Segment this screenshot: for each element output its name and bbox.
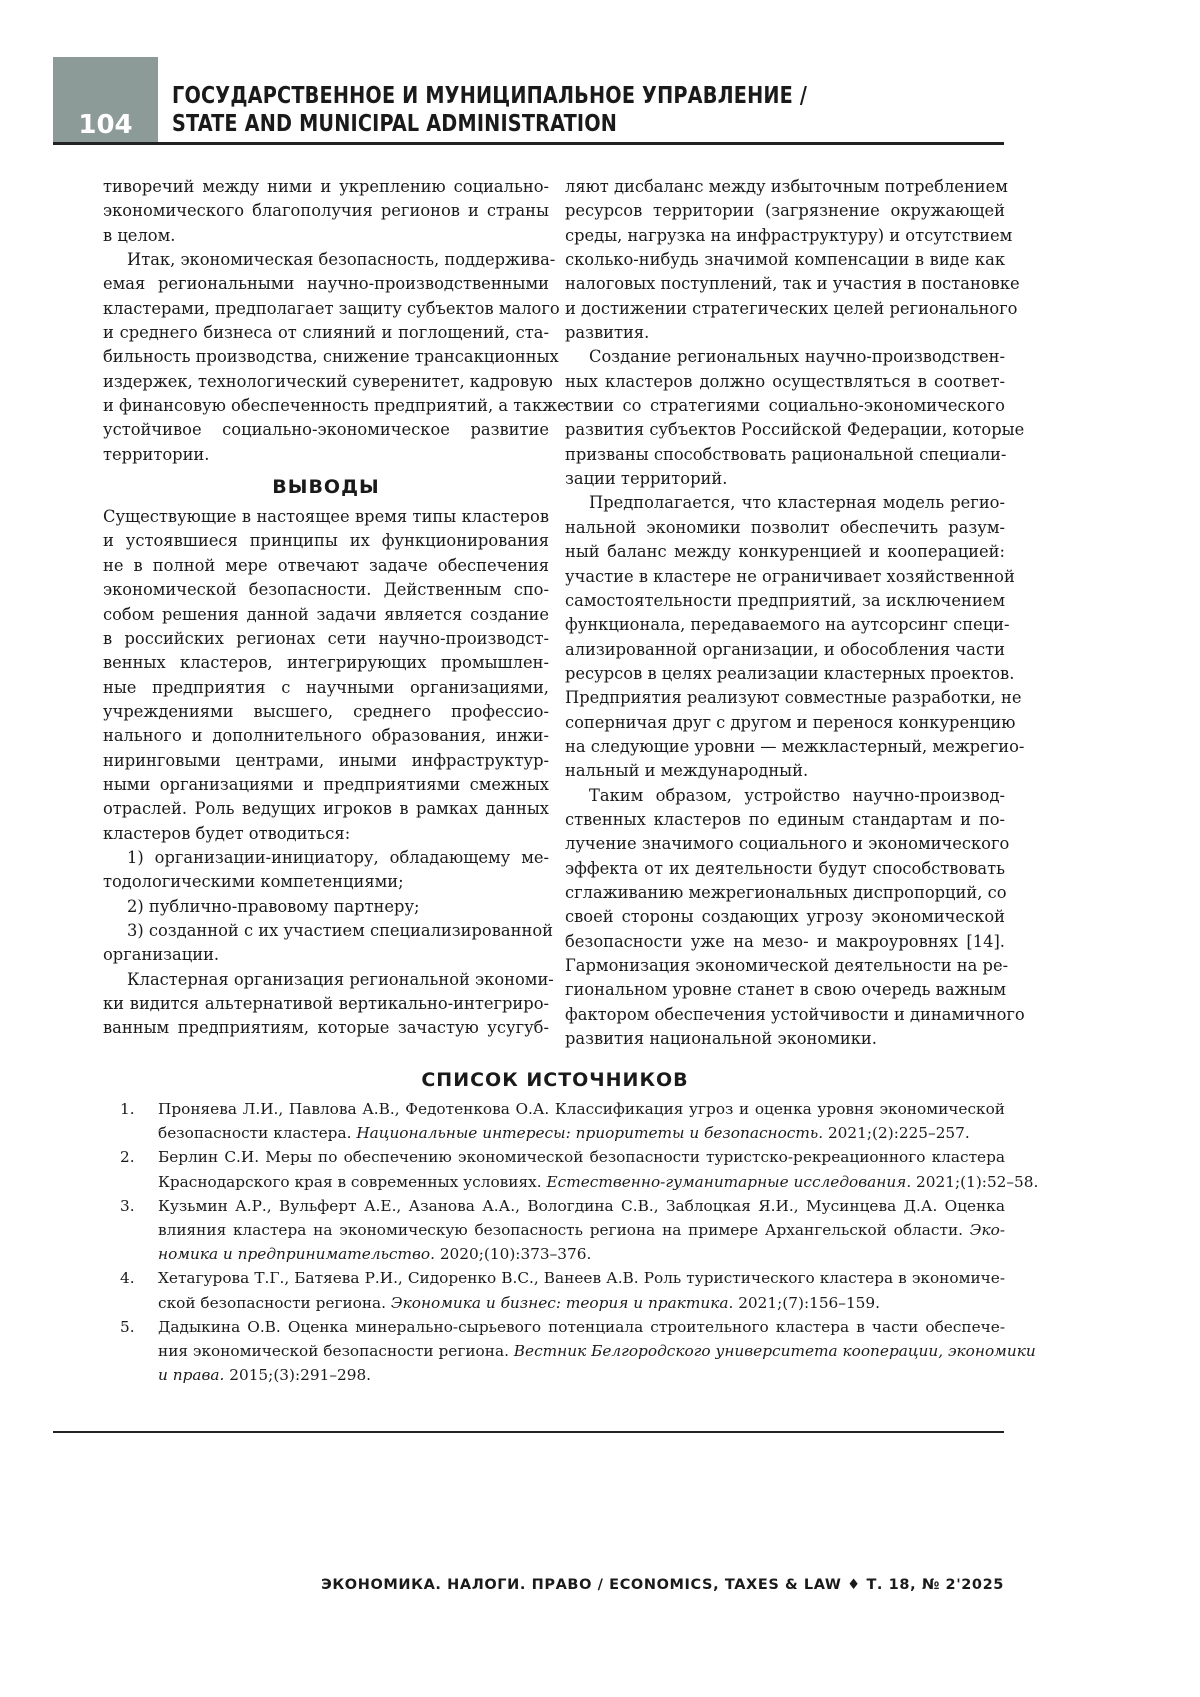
reference-line bbox=[158, 1315, 1005, 1339]
reference-text: ской безопасности региона. bbox=[158, 1294, 391, 1312]
text-line: территории. bbox=[103, 443, 549, 467]
reference-text: влияния кластера на экономическую безопасность региона на примере Архангельской области. bbox=[158, 1221, 970, 1239]
text-line: налоговых поступлений, так и участия в постановке bbox=[565, 272, 1005, 296]
text-line: фактором обеспечения устойчивости и динамичного bbox=[565, 1003, 1005, 1027]
references-list bbox=[120, 1097, 1005, 1387]
reference-item bbox=[120, 1315, 1005, 1388]
text-line: Кластерная организация региональной экономи- bbox=[103, 968, 549, 992]
text-line: лучение значимого социального и экономического bbox=[565, 832, 1005, 856]
text-line: ствии со стратегиями социально-экономического bbox=[565, 394, 1005, 418]
text-line: призваны способствовать рациональной специали- bbox=[565, 443, 1005, 467]
reference-line bbox=[158, 1170, 1005, 1194]
reference-text: Краснодарского края в современных условиях. bbox=[158, 1173, 546, 1191]
text-line: безопасности уже на мезо- и макроуровнях [14]. bbox=[565, 930, 1005, 954]
text-line: бильность производства, снижение трансакционных bbox=[103, 345, 549, 369]
text-line: функционала, передаваемого на аутсорсинг специ- bbox=[565, 613, 1005, 637]
text-line: венных кластеров, интегрирующих промышлен- bbox=[103, 651, 549, 675]
reference-text: 2020;(10):373–376. bbox=[435, 1245, 591, 1263]
text-line: ализированной организации, и обособления части bbox=[565, 638, 1005, 662]
text-line: ственных кластеров по единым стандартам и по- bbox=[565, 808, 1005, 832]
reference-text: безопасности кластера. bbox=[158, 1124, 356, 1142]
page-number: 104 bbox=[53, 110, 158, 140]
text-line: Итак, экономическая безопасность, поддержива- bbox=[103, 248, 549, 272]
text-line: кластерами, предполагает защиту субъектов малого bbox=[103, 297, 549, 321]
text-line: гиональном уровне станет в свою очередь важным bbox=[565, 978, 1005, 1002]
section-title-ru: ГОСУДАРСТВЕННОЕ И МУНИЦИПАЛЬНОЕ УПРАВЛЕНИЕ / bbox=[172, 82, 807, 110]
section-title-en: STATE AND MUNICIPAL ADMINISTRATION bbox=[172, 110, 807, 138]
reference-number: 2. bbox=[120, 1145, 135, 1169]
text-line: и устоявшиеся принципы их функционирования bbox=[103, 529, 549, 553]
text-line: тиворечий между ними и укреплению социально- bbox=[103, 175, 549, 199]
reference-text: Берлин С.И. Меры по обеспечению экономической безопасности туристско-рекреационного кластера bbox=[158, 1148, 1005, 1166]
text-line: и достижении стратегических целей регионального bbox=[565, 297, 1005, 321]
reference-line bbox=[158, 1121, 1005, 1145]
reference-source: Национальные интересы: приоритеты и безопасность. bbox=[356, 1124, 823, 1142]
section-title bbox=[172, 82, 807, 138]
reference-number: 4. bbox=[120, 1266, 135, 1290]
reference-item bbox=[120, 1266, 1005, 1314]
reference-number: 5. bbox=[120, 1315, 135, 1339]
text-line: ванным предприятиям, которые зачастую усугуб- bbox=[103, 1016, 549, 1040]
text-line: зации территорий. bbox=[565, 467, 1005, 491]
reference-item bbox=[120, 1145, 1005, 1193]
reference-text: 2021;(7):156–159. bbox=[733, 1294, 880, 1312]
reference-number: 1. bbox=[120, 1097, 135, 1121]
text-line: 3) созданной с их участием специализированной bbox=[103, 919, 549, 943]
section-heading: ВЫВОДЫ bbox=[103, 475, 549, 505]
reference-number: 3. bbox=[120, 1194, 135, 1218]
text-line: не в полной мере отвечают задаче обеспечения bbox=[103, 554, 549, 578]
footer-issue: Т. 18, № 2'2025 bbox=[866, 1577, 1004, 1593]
footer-divider bbox=[53, 1431, 1004, 1433]
text-line: ные предприятия с научными организациями, bbox=[103, 676, 549, 700]
text-line: Существующие в настоящее время типы кластеров bbox=[103, 505, 549, 529]
text-line: учреждениями высшего, среднего профессио- bbox=[103, 700, 549, 724]
text-line: ляют дисбаланс между избыточным потреблением bbox=[565, 175, 1005, 199]
text-line: развития национальной экономики. bbox=[565, 1027, 1005, 1051]
text-line: развития. bbox=[565, 321, 1005, 345]
text-line: емая региональными научно-производственными bbox=[103, 272, 549, 296]
footer-journal-name: ЭКОНОМИКА. НАЛОГИ. ПРАВО / ECONOMICS, TAXES & LAW bbox=[321, 1577, 841, 1593]
text-line: 1) организации-инициатору, обладающему ме- bbox=[103, 846, 549, 870]
reference-source: Экономика и бизнес: теория и практика. bbox=[391, 1294, 733, 1312]
reference-line bbox=[158, 1339, 1005, 1363]
reference-line bbox=[158, 1097, 1005, 1121]
reference-text: Хетагурова Т.Г., Батяева Р.И., Сидоренко В.С., Ванеев А.В. Роль туристического кластера в экономиче- bbox=[158, 1269, 1005, 1287]
text-line: издержек, технологический суверенитет, кадровую bbox=[103, 370, 549, 394]
text-line: ных кластеров должно осуществляться в соответ- bbox=[565, 370, 1005, 394]
text-line: ный баланс между конкуренцией и кооперацией: bbox=[565, 540, 1005, 564]
reference-line bbox=[158, 1291, 1005, 1315]
text-line: своей стороны создающих угрозу экономической bbox=[565, 905, 1005, 929]
reference-source: номика и предпринимательство. bbox=[158, 1245, 435, 1263]
reference-text: 2021;(2):225–257. bbox=[823, 1124, 970, 1142]
reference-item bbox=[120, 1194, 1005, 1267]
text-line: и среднего бизнеса от слияний и поглощений, ста- bbox=[103, 321, 549, 345]
text-line: экономической безопасности. Действенным спо- bbox=[103, 578, 549, 602]
reference-line bbox=[158, 1242, 1005, 1266]
text-line: нальный и международный. bbox=[565, 759, 1005, 783]
footer-journal-info bbox=[321, 1577, 1004, 1593]
reference-line bbox=[158, 1194, 1005, 1218]
text-line: среды, нагрузка на инфраструктуру) и отсутствием bbox=[565, 224, 1005, 248]
text-line: ресурсов в целях реализации кластерных проектов. bbox=[565, 662, 1005, 686]
text-line: экономического благополучия регионов и страны bbox=[103, 199, 549, 223]
text-line: устойчивое социально-экономическое развитие bbox=[103, 418, 549, 442]
reference-line bbox=[158, 1218, 1005, 1242]
text-line: нальной экономики позволит обеспечить разум- bbox=[565, 516, 1005, 540]
text-line: развития субъектов Российской Федерации, которые bbox=[565, 418, 1005, 442]
text-line: тодологическими компетенциями; bbox=[103, 870, 549, 894]
text-line: в российских регионах сети научно-производст- bbox=[103, 627, 549, 651]
text-line: эффекта от их деятельности будут способствовать bbox=[565, 857, 1005, 881]
text-line: ки видится альтернативой вертикально-интегриро- bbox=[103, 992, 549, 1016]
reference-line bbox=[158, 1145, 1005, 1169]
reference-text: Проняева Л.И., Павлова А.В., Федотенкова О.А. Классификация угроз и оценка уровня экономической bbox=[158, 1100, 1005, 1118]
text-line: собом решения данной задачи является создание bbox=[103, 603, 549, 627]
text-line: 2) публично-правовому партнеру; bbox=[103, 895, 549, 919]
left-text-column bbox=[103, 175, 549, 1041]
text-line: кластеров будет отводиться: bbox=[103, 822, 549, 846]
diamond-icon: ♦ bbox=[847, 1577, 861, 1593]
text-line: Предполагается, что кластерная модель регио- bbox=[565, 491, 1005, 515]
text-line: Предприятия реализуют совместные разработки, не bbox=[565, 686, 1005, 710]
text-line: ниринговыми центрами, иными инфраструктур- bbox=[103, 749, 549, 773]
text-line: участие в кластере не ограничивает хозяйственной bbox=[565, 565, 1005, 589]
text-line: в целом. bbox=[103, 224, 549, 248]
right-text-column bbox=[565, 175, 1005, 1051]
text-line: и финансовую обеспеченность предприятий, а также bbox=[103, 394, 549, 418]
text-line: самостоятельности предприятий, за исключением bbox=[565, 589, 1005, 613]
text-line: на следующие уровни — межкластерный, межрегио- bbox=[565, 735, 1005, 759]
text-line: ресурсов территории (загрязнение окружающей bbox=[565, 199, 1005, 223]
text-line: отраслей. Роль ведущих игроков в рамках данных bbox=[103, 797, 549, 821]
reference-text: . 2021;(1):52–58. bbox=[906, 1173, 1038, 1191]
reference-source: Эко- bbox=[970, 1221, 1005, 1239]
text-line: соперничая друг с другом и перенося конкуренцию bbox=[565, 711, 1005, 735]
page-number-box bbox=[53, 57, 158, 144]
reference-text: Дадыкина О.В. Оценка минерально-сырьевого потенциала строительного кластера в части обеспече- bbox=[158, 1318, 1005, 1336]
references-heading: СПИСОК ИСТОЧНИКОВ bbox=[0, 1069, 1110, 1091]
text-line: Гармонизация экономической деятельности на ре- bbox=[565, 954, 1005, 978]
text-line: нального и дополнительного образования, инжи- bbox=[103, 724, 549, 748]
reference-source: Вестник Белгородского университета кооперации, экономики bbox=[514, 1342, 1036, 1360]
text-line: Создание региональных научно-производствен- bbox=[565, 345, 1005, 369]
reference-line bbox=[158, 1266, 1005, 1290]
text-line: сглаживанию межрегиональных диспропорций, со bbox=[565, 881, 1005, 905]
reference-source: Естественно-гуманитарные исследования bbox=[546, 1173, 906, 1191]
reference-text: Кузьмин А.Р., Вульферт А.Е., Азанова А.А., Вологдина С.В., Заблоцкая Я.И., Мусинцева Д.А. Оценка bbox=[158, 1197, 1005, 1215]
reference-source: и права. bbox=[158, 1366, 224, 1384]
text-line: организации. bbox=[103, 943, 549, 967]
reference-text: 2015;(3):291–298. bbox=[224, 1366, 371, 1384]
text-line: сколько-нибудь значимой компенсации в виде как bbox=[565, 248, 1005, 272]
reference-item bbox=[120, 1097, 1005, 1145]
text-line: Таким образом, устройство научно-производ- bbox=[565, 784, 1005, 808]
text-line: ными организациями и предприятиями смежных bbox=[103, 773, 549, 797]
reference-line bbox=[158, 1363, 1005, 1387]
reference-text: ния экономической безопасности региона. bbox=[158, 1342, 514, 1360]
header-divider bbox=[53, 142, 1004, 145]
